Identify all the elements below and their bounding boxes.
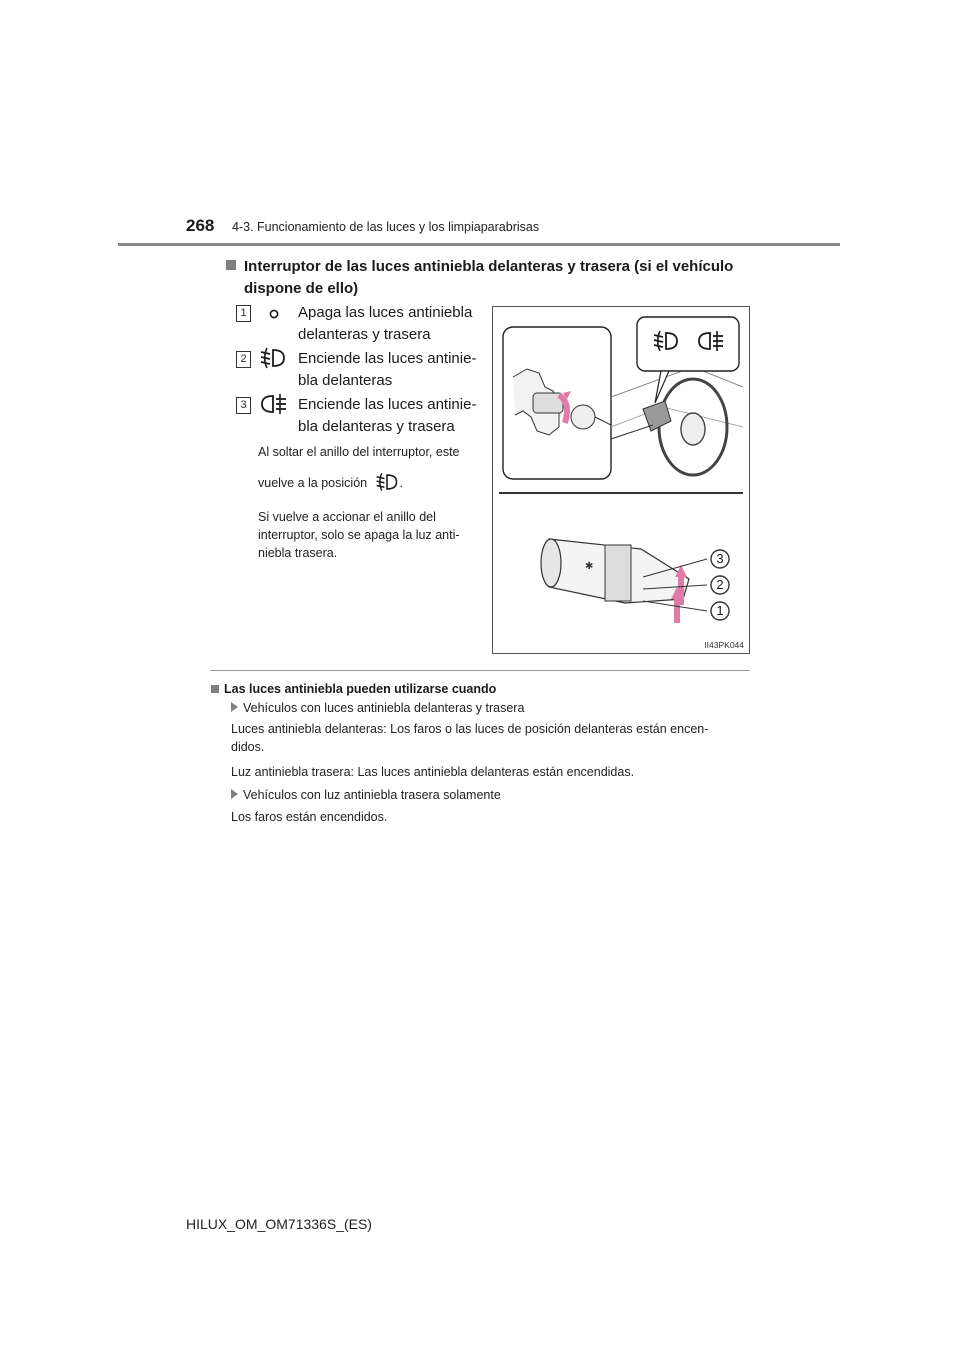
square-bullet-icon xyxy=(211,685,219,693)
section-title xyxy=(226,256,750,300)
callout-3-label: 3 xyxy=(716,551,724,566)
square-bullet-icon xyxy=(226,260,236,270)
section-title-line2: dispone de ello) xyxy=(244,280,359,297)
item-2-text xyxy=(298,348,478,392)
item-1-line1: Apaga las luces antiniebla xyxy=(298,304,473,321)
item-3-line1: Enciende las luces antinie- xyxy=(298,396,477,413)
again-note-line1: Si vuelve a accionar el anillo del xyxy=(258,510,436,524)
release-note-text: vuelve a la posición xyxy=(258,476,368,490)
header-divider xyxy=(118,243,840,246)
item-1-text xyxy=(298,302,478,346)
svg-text:✱: ✱ xyxy=(585,561,594,572)
front-fog-light-icon xyxy=(374,471,400,493)
figure-code: II43PK044 xyxy=(704,640,744,650)
item-3-text xyxy=(298,394,478,438)
callout-2-label: 2 xyxy=(716,577,724,592)
para-1-line1: Luces antiniebla delanteras: Los faros o las luces de posición delanteras están encen- xyxy=(231,722,709,736)
rear-fog-light-icon xyxy=(258,392,288,416)
item-2-line2: bla delanteras xyxy=(298,372,393,389)
subsection-title-text: Las luces antiniebla pueden utilizarse cuando xyxy=(224,682,497,696)
triangle-bullet-icon xyxy=(231,789,238,799)
item-number-2: 2 xyxy=(236,351,251,368)
again-note-line2: interruptor, solo se apaga la luz anti- xyxy=(258,528,460,542)
header-section-title: 4-3. Funcionamiento de las luces y los limpiaparabrisas xyxy=(232,220,540,234)
again-note xyxy=(258,508,480,562)
icon-callout xyxy=(637,317,739,371)
page-number: 268 xyxy=(186,216,215,235)
callout-1-label: 1 xyxy=(716,603,724,618)
paragraph-front-fog xyxy=(231,720,747,756)
column-base xyxy=(571,405,595,429)
item-number-3: 3 xyxy=(236,397,251,414)
release-note-period: . xyxy=(399,476,404,490)
fog-switch-illustration xyxy=(492,306,750,654)
release-note-line1: Al soltar el anillo del interruptor, este xyxy=(258,445,460,459)
section-title-line1: Interruptor de las luces antiniebla delanteras y trasera (si el vehículo xyxy=(244,258,734,275)
subsection-divider xyxy=(210,670,750,671)
item-2-line1: Enciende las luces antinie- xyxy=(298,350,477,367)
release-note-line2 xyxy=(258,471,480,493)
front-fog-light-icon xyxy=(258,346,288,370)
document-id: HILUX_OM_OM71336S_(ES) xyxy=(186,1216,372,1232)
fog-switch-ring xyxy=(605,545,631,601)
bullet-rear-only xyxy=(231,786,747,804)
item-number-1: 1 xyxy=(236,305,251,322)
bullet-1-text: Vehículos con luces antiniebla delanteras y trasera xyxy=(243,701,525,715)
triangle-bullet-icon xyxy=(231,702,238,712)
illustration-drawing xyxy=(493,307,749,653)
paragraph-rear-fog: Luz antiniebla trasera: Las luces antiniebla delanteras están encendidas. xyxy=(231,765,635,779)
bullet-2-text: Vehículos con luz antiniebla trasera solamente xyxy=(243,788,501,802)
item-1-line2: delanteras y trasera xyxy=(298,326,431,343)
off-circle-icon xyxy=(266,306,282,322)
para-1-line2: didos. xyxy=(231,740,265,754)
paragraph-headlights: Los faros están encendidos. xyxy=(231,810,388,824)
bullet-front-and-rear xyxy=(231,699,747,717)
again-note-line3: niebla trasera. xyxy=(258,546,338,560)
subsection-title xyxy=(211,682,496,696)
item-3-line2: bla delanteras y trasera xyxy=(298,418,455,435)
